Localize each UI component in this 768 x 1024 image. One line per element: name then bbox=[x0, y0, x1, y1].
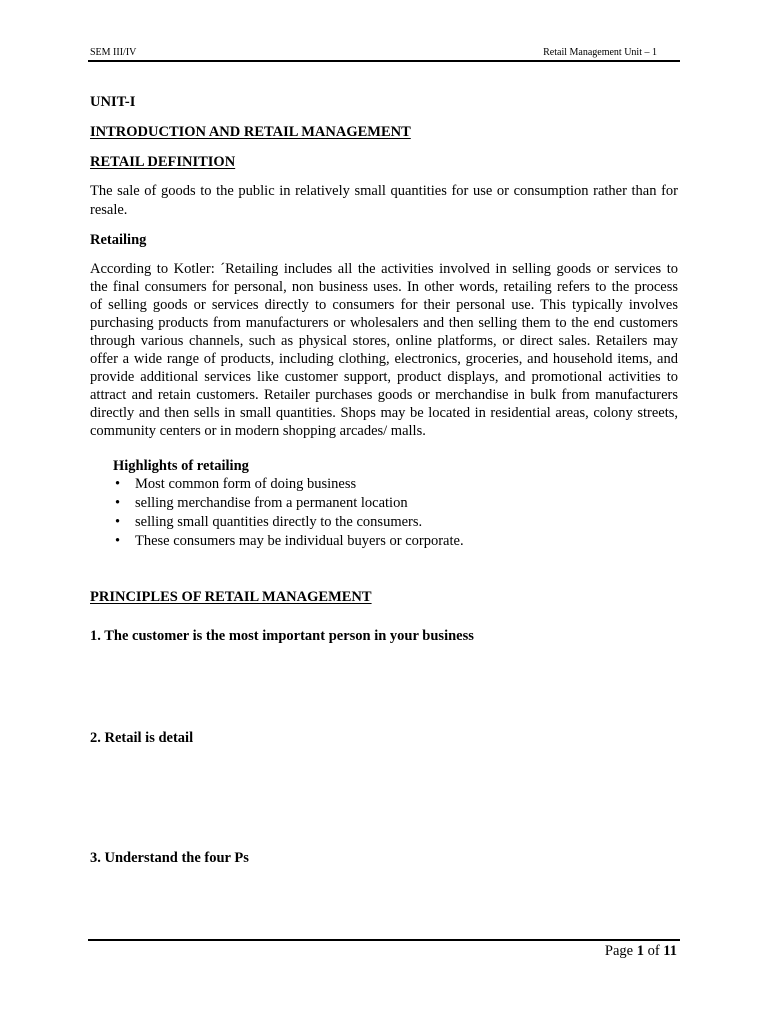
bullet-icon: • bbox=[115, 476, 121, 492]
principle-1: 1. The customer is the most important person in your business bbox=[90, 628, 474, 644]
paragraph-line: provide additional services like customer support, product displays, and promotional activities to bbox=[90, 369, 678, 385]
paragraph-line: resale. bbox=[90, 202, 128, 218]
list-item-text: selling small quantities directly to the consumers. bbox=[135, 514, 423, 530]
list-item bbox=[113, 513, 464, 532]
paragraph-line: of selling goods or services directly to consumers for their personal use. This typically involves bbox=[90, 297, 678, 313]
principles-heading: PRINCIPLES OF RETAIL MANAGEMENT bbox=[90, 589, 372, 605]
paragraph-line: through various channels, such as physical stores, online platforms, or direct sales. Retailers may bbox=[90, 333, 678, 349]
page-counter bbox=[605, 942, 677, 960]
list-item-text: These consumers may be individual buyers or corporate. bbox=[135, 533, 464, 549]
paragraph-line: directly and then sells in small quantities. Shops may be located in residential areas, colony streets, bbox=[90, 405, 678, 421]
paragraph-line: The sale of goods to the public in relatively small quantities for use or consumption rather than for bbox=[90, 183, 678, 199]
bullet-icon: • bbox=[115, 514, 121, 530]
list-item bbox=[113, 532, 464, 551]
highlights-heading: Highlights of retailing bbox=[113, 458, 249, 474]
bullet-icon: • bbox=[115, 495, 121, 511]
retailing-heading: Retailing bbox=[90, 232, 147, 248]
paragraph-line: According to Kotler: ´Retailing includes all the activities involved in selling goods or services to bbox=[90, 261, 678, 277]
list-item-text: selling merchandise from a permanent location bbox=[135, 495, 408, 511]
paragraph-line: the final consumers for personal, non business uses. In other words, retailing refers to the process bbox=[90, 279, 678, 295]
definition-heading: RETAIL DEFINITION bbox=[90, 154, 236, 170]
bullet-icon: • bbox=[115, 533, 121, 549]
highlights-list bbox=[113, 475, 464, 551]
principle-2: 2. Retail is detail bbox=[90, 730, 194, 746]
of-label: of bbox=[647, 943, 660, 959]
unit-title: UNIT-I bbox=[90, 94, 136, 110]
page-label: Page bbox=[604, 943, 634, 959]
paragraph-line: purchasing products from manufacturers or wholesalers and then selling them to the end customers bbox=[90, 315, 678, 331]
principle-3: 3. Understand the four Ps bbox=[90, 850, 249, 866]
page-number: 1 bbox=[636, 943, 644, 959]
retailing-paragraph bbox=[90, 260, 678, 440]
header-rule bbox=[88, 60, 680, 62]
paragraph-line: offer a wide range of products, including clothing, electronics, groceries, and household items, and bbox=[90, 351, 678, 367]
list-item bbox=[113, 475, 464, 494]
list-item-text: Most common form of doing business bbox=[135, 476, 357, 492]
definition-paragraph bbox=[90, 182, 678, 220]
list-item bbox=[113, 494, 464, 513]
paragraph-line: community centers or in modern shopping arcades/ malls. bbox=[90, 423, 426, 439]
total-pages: 11 bbox=[663, 943, 677, 959]
chapter-title: INTRODUCTION AND RETAIL MANAGEMENT bbox=[90, 124, 411, 140]
header-semester: SEM III/IV bbox=[90, 47, 137, 58]
header-unit-title: Retail Management Unit – 1 bbox=[543, 47, 657, 58]
paragraph-line: attract and retain customers. Retailer purchases goods or merchandise in bulk from manufacturers bbox=[90, 387, 678, 403]
footer-rule bbox=[88, 939, 680, 941]
